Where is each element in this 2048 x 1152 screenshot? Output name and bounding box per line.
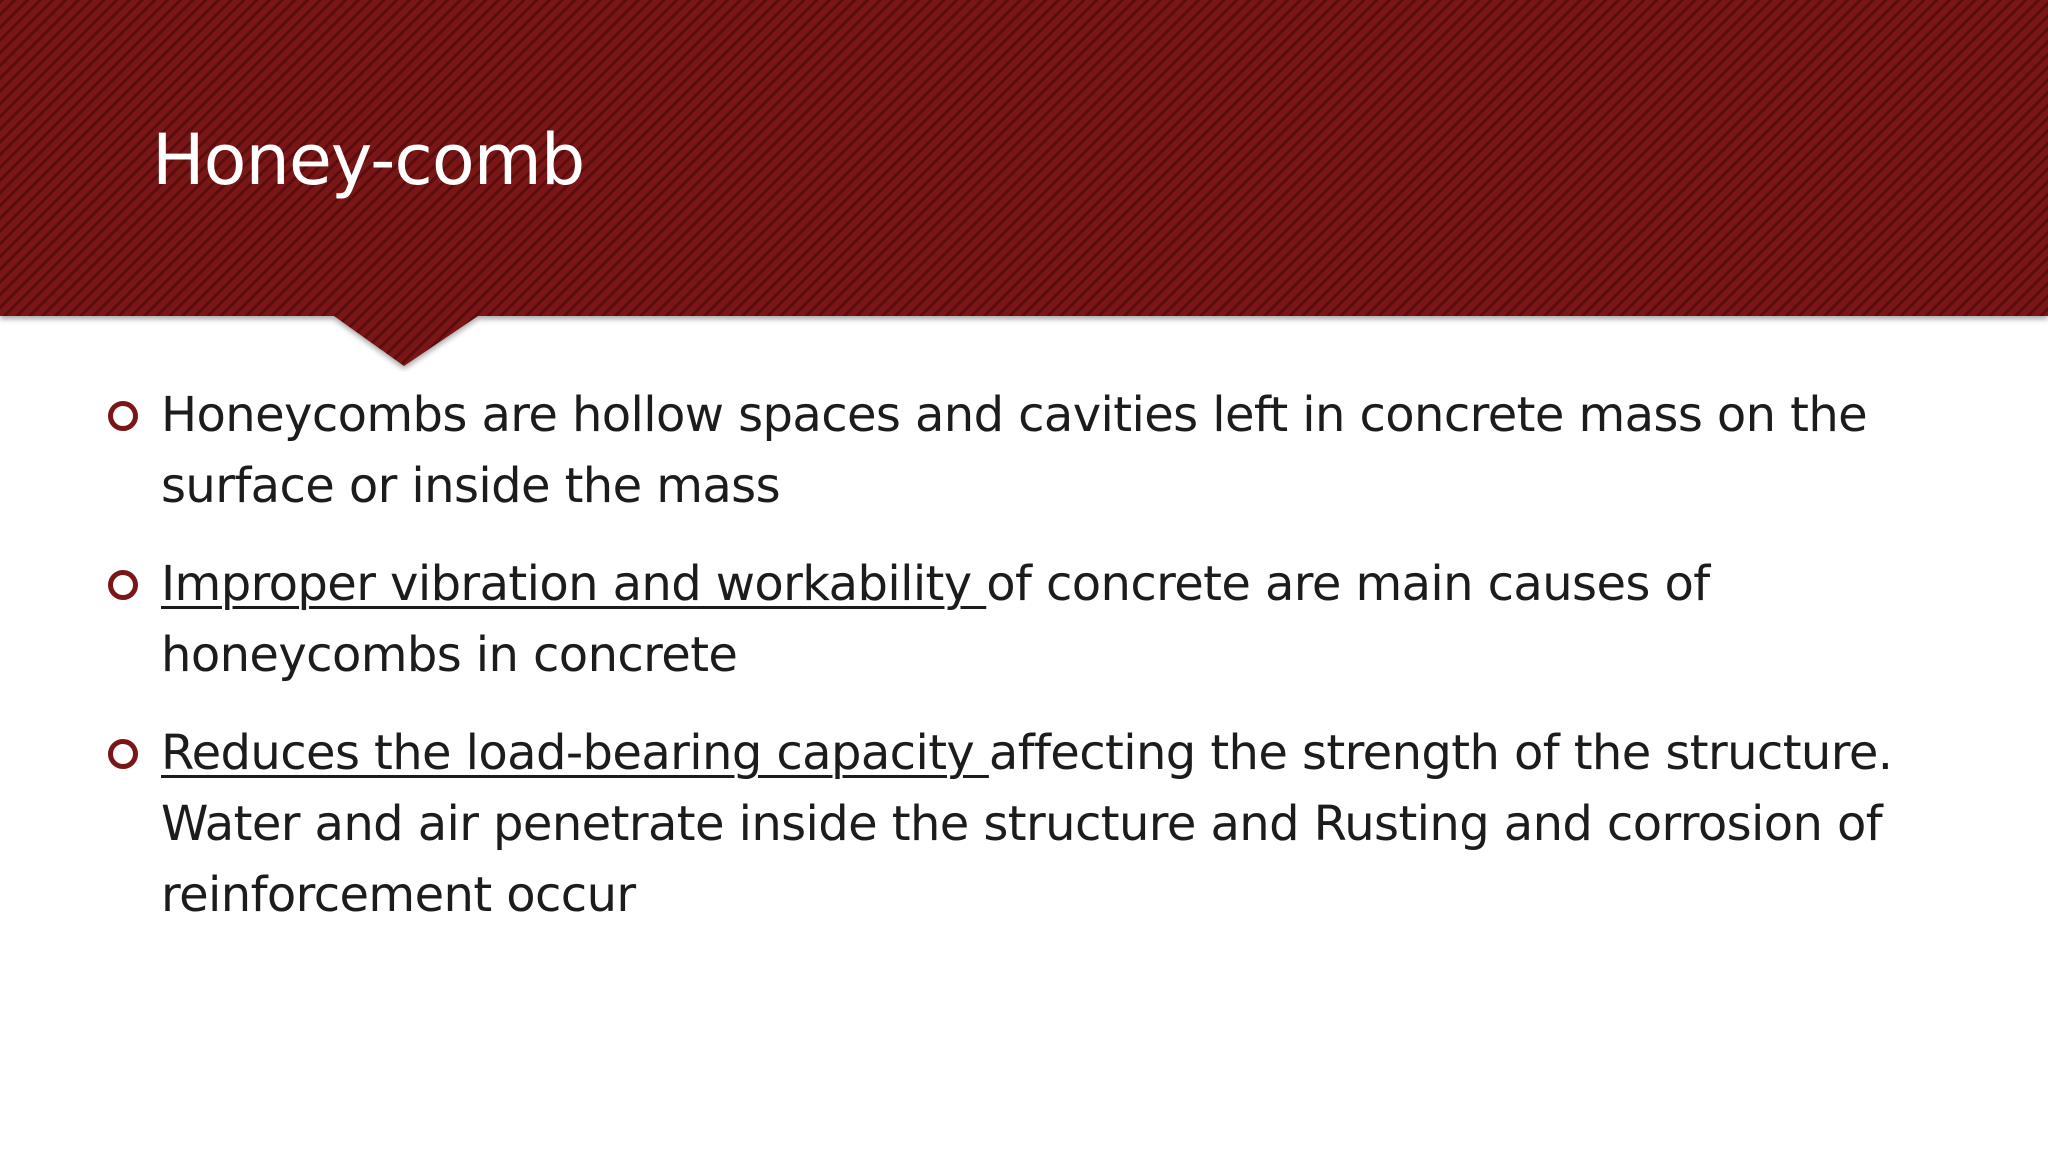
bullet-3-text: affecting the strength of the structure. Water and air penetrate inside the structure and Rusting and corrosion of reinforcement occur [161,725,1893,923]
bullet-item-3 [106,718,1946,931]
bullet-2-underlined-text: Improper vibration and workability [161,556,987,612]
bullet-item-2 [106,549,1946,691]
hollow-circle-icon [108,570,138,600]
bullet-2-text: of concrete are main causes of honeycombs in concrete [161,556,1710,683]
hollow-circle-icon [108,739,138,769]
slide-title: Honey-comb [152,119,585,201]
bullet-item-1 [106,380,1946,522]
bullet-1-text: Honeycombs are hollow spaces and cavities left in concrete mass on the surface or inside the mass [161,387,1868,514]
bullet-list [106,380,1946,958]
bullet-3-underlined-text: Reduces the load-bearing capacity [161,725,989,781]
hollow-circle-icon [108,401,138,431]
